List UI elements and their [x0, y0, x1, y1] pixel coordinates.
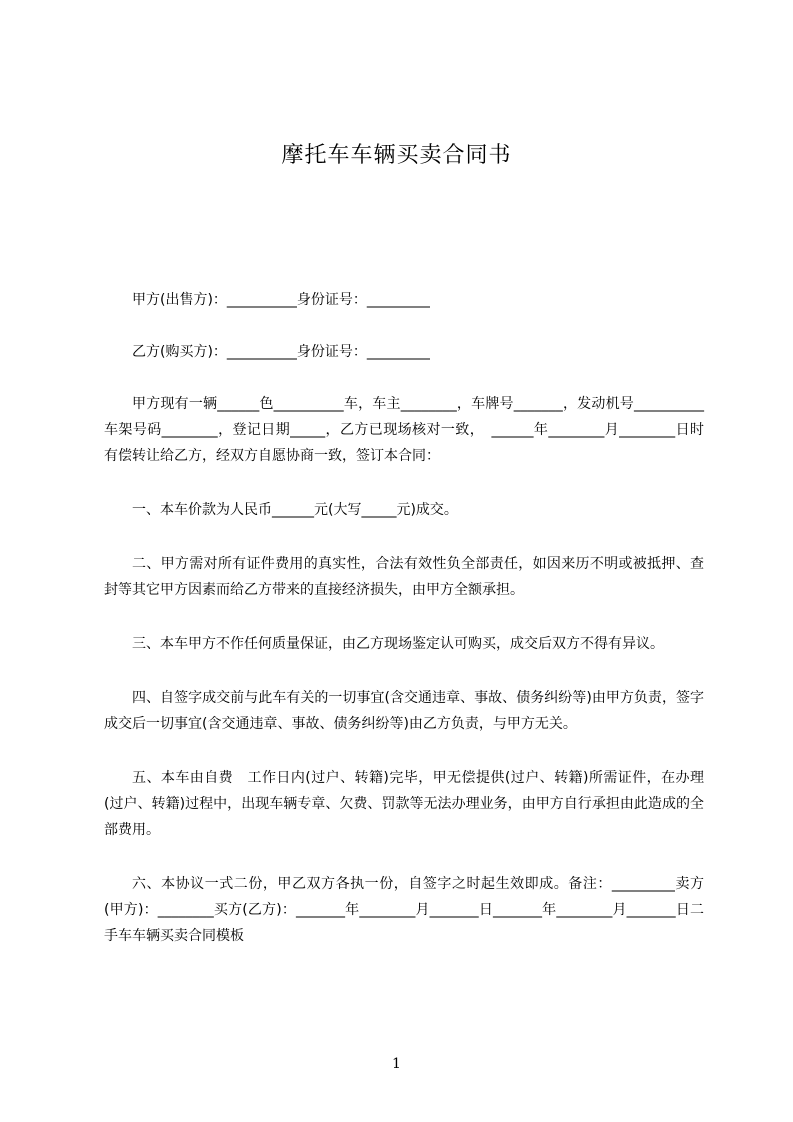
clause-1: 一、本车价款为人民币______元(大写_____元)成交。 [132, 502, 458, 518]
document-title: 摩托车车辆买卖合同书 [281, 143, 512, 168]
clause-2: 二、甲方需对所有证件费用的真实性，合法有效性负全部责任，如因来历不明或被抵押、查封等其它甲方因素而给乙方带来的直接经济损失，由甲方全额承担。 [104, 556, 704, 598]
clause-3: 三、本车甲方不作任何质量保证，由乙方现场鉴定认可购买，成交后双方不得有异议。 [132, 636, 664, 652]
clause-4: 四、自签字成交前与此车有关的一切事宜(含交通违章、事故、债务纠纷等)由甲方负责，签字成交后一切事宜(含交通违章、事故、债务纠纷等)由乙方负责，与甲方无关。 [104, 690, 704, 732]
party-b-line: 乙方(购买方)：__________身份证号：_________ [132, 344, 430, 360]
clause-5: 五、本车由自费 工作日内(过户、转籍)完毕，甲无偿提供(过户、转籍)所需证件，在办理(过户、转籍)过程中，出现车辆专章、欠费、罚款等无法办理业务，由甲方自行承担由此造成的全部费用。 [104, 770, 704, 838]
intro-paragraph: 甲方现有一辆______色__________车，车主________，车牌号_______，发动机号__________车架号码________，登记日期_____，乙方已现场核对一致， ______年________月________日时有偿转让给乙方，经双方自愿协商一致，签订本合同： [104, 396, 704, 464]
party-a-line: 甲方(出售方)：__________身份证号：_________ [132, 292, 430, 308]
clause-6: 六、本协议一式二份，甲乙双方各执一份，自签字之时起生效即成。备注：_________卖方(甲方)：________买方(乙方)：_______年________月_______日_______年________月_______日二手车车辆买卖合同模板 [104, 876, 704, 944]
document-body [104, 287, 704, 949]
page-number: 1 [392, 1056, 401, 1072]
